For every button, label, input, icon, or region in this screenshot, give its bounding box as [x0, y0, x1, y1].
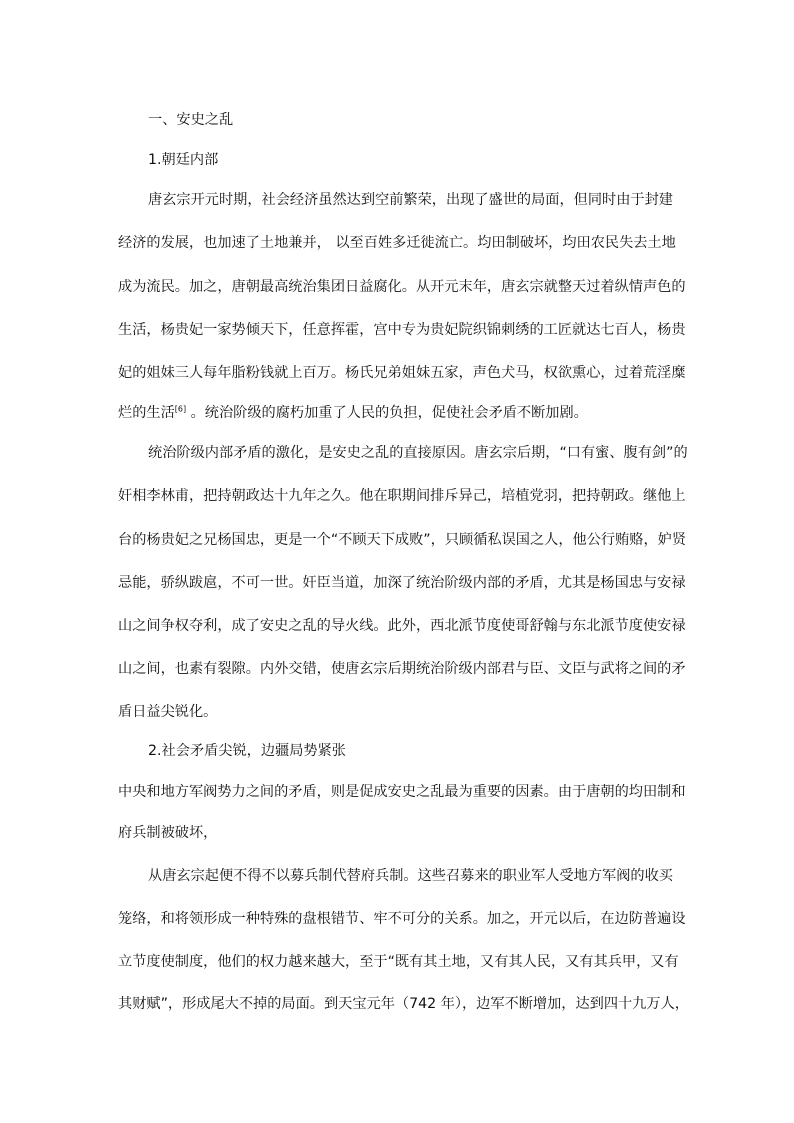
paragraph-line: 立节度使制度，他们的权力越来越大，至于“既有其土地，又有其人民，又有其兵甲，又有 — [118, 954, 679, 970]
paragraph-line: 奸相李林甫，把持朝政达十九年之久。他在职期间排斥异己，培植党羽，把持朝政。继他上 — [118, 488, 686, 504]
paragraph-line — [118, 403, 588, 423]
paragraph-line: 府兵制被破坏， — [118, 825, 218, 841]
section-heading: 一、安史之乱 — [148, 112, 234, 128]
paragraph-line: 成为流民。加之，唐朝最高统治集团日益腐化。从开元末年，唐玄宗就整天过着纵情声色的 — [118, 279, 686, 295]
paragraph-line: 忌能，骄纵跋扈，不可一世。奸臣当道，加深了统治阶级内部的矛盾，尤其是杨国忠与安禄 — [118, 575, 686, 591]
paragraph-line: 其财赋”，形成尾大不掉的局面。到天宝元年（742 年），边军不断增加，达到四十九万人， — [118, 996, 689, 1012]
paragraph-line: 从唐玄宗起便不得不以募兵制代替府兵制。这些召募来的职业军人受地方军阀的收买 — [148, 868, 673, 884]
paragraph-line: 中央和地方军阀势力之间的矛盾，则是促成安史之乱最为重要的因素。由于唐朝的均田制和 — [118, 784, 686, 800]
paragraph-line: 生活，杨贵妃一家势倾天下，任意挥霍，宫中专为贵妃院织锦刺绣的工匠就达七百人，杨贵 — [118, 322, 686, 338]
paragraph-line: 妃的姐妹三人每年脂粉钱就上百万。杨氏兄弟姐妹五家，声色犬马，权欲熏心，过着荒淫糜 — [118, 365, 686, 381]
paragraph-line: 山之间争权夺利，成了安史之乱的导火线。此外，西北派节度使哥舒翰与东北派节度使安禄 — [118, 618, 686, 634]
paragraph-line: 统治阶级内部矛盾的激化，是安史之乱的直接原因。唐玄宗后期，“口有蜜、腹有剑”的 — [148, 445, 688, 461]
paragraph-line: 台的杨贵妃之兄杨国忠，更是一个“不顾天下成败”，只顾循私误国之人，他公行贿赂，妒贤 — [118, 532, 687, 548]
paragraph-line: 盾日益尖锐化。 — [118, 704, 218, 720]
paragraph-text: 。统治阶级的腐朽加重了人民的负担，促使社会矛盾不断加剧。 — [186, 405, 588, 421]
paragraph-line: 经济的发展，也加速了土地兼并， 以至百姓多迁徙流亡。均田制破坏，均田农民失去土地 — [118, 235, 676, 251]
paragraph-text: 烂的生活 — [118, 405, 175, 421]
paragraph-line: 山之间，也素有裂隙。内外交错，使唐玄宗后期统治阶级内部君与臣、文臣与武将之间的矛 — [118, 661, 686, 677]
paragraph-line: 唐玄宗开元时期，社会经济虽然达到空前繁荣，出现了盛世的局面，但同时由于封建 — [148, 192, 673, 208]
paragraph-line: 笼络，和将领形成一种特殊的盘根错节、牢不可分的关系。加之，开元以后，在边防普遍设 — [118, 911, 686, 927]
subsection-heading-1: 1.朝廷内部 — [148, 152, 219, 168]
subsection-heading-2: 2.社会矛盾尖锐，边疆局势紧张 — [148, 743, 346, 759]
footnote-marker[interactable]: [6] — [174, 404, 187, 414]
